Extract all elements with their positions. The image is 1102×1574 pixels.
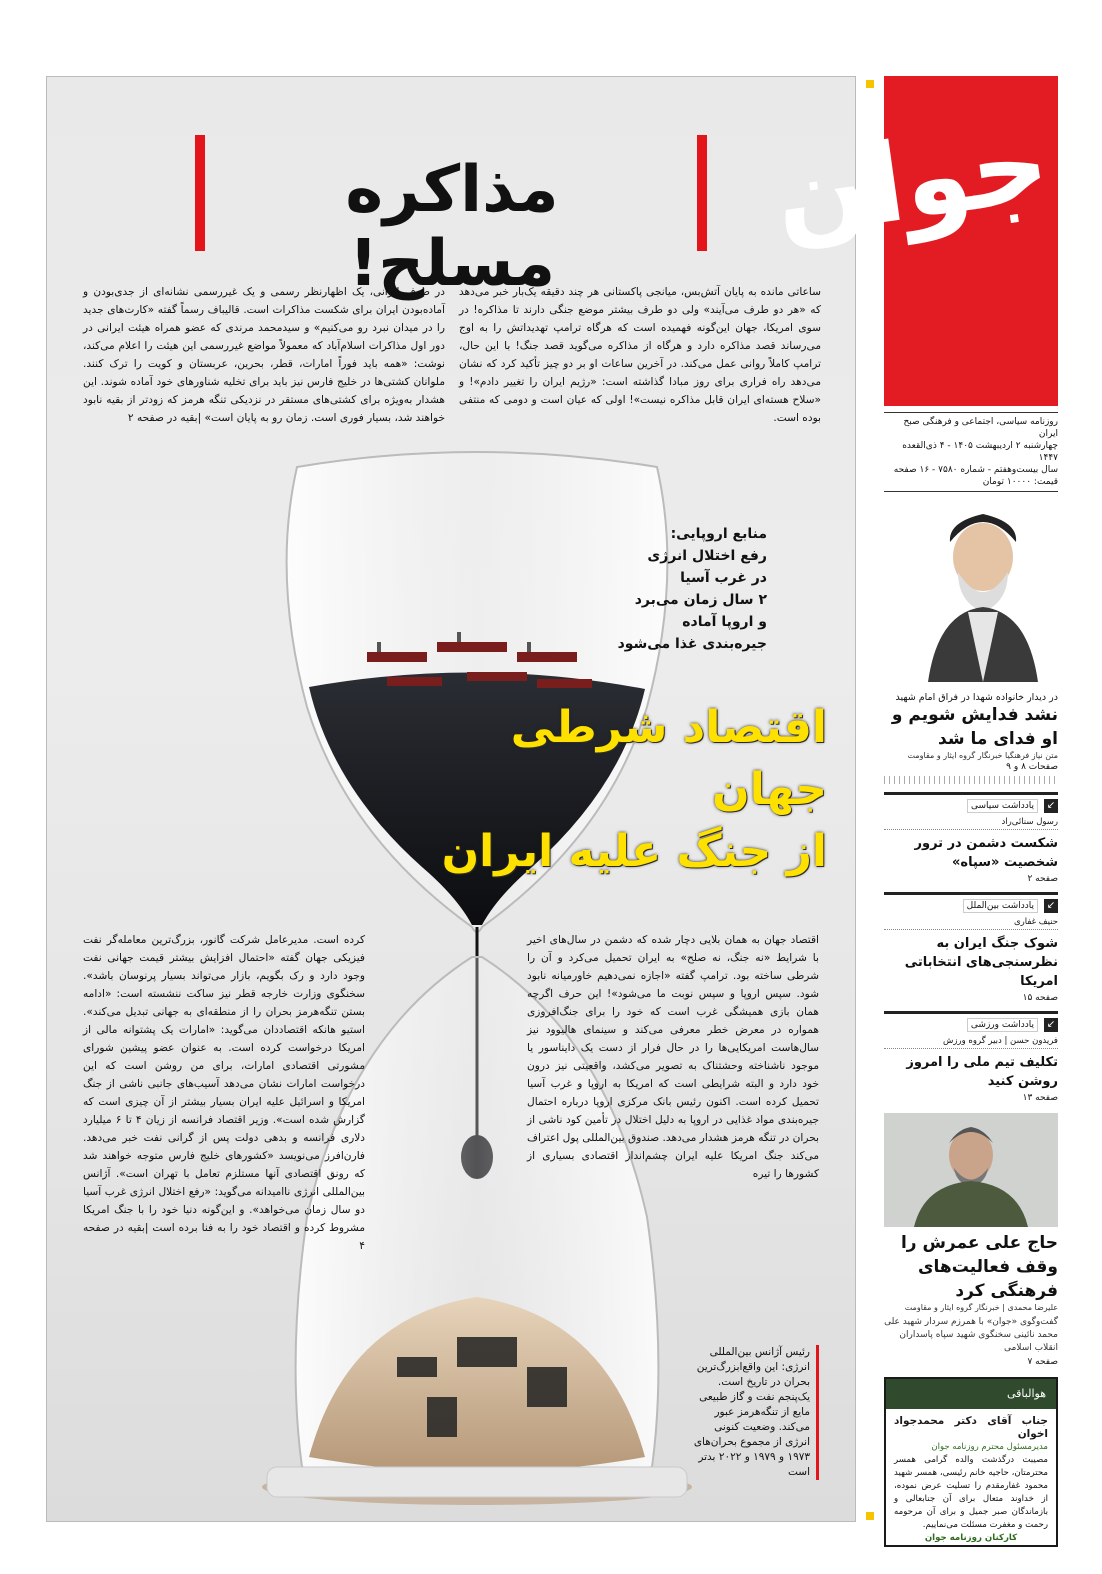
condolence-body — [886, 1409, 1056, 1551]
section-author: فریدون حسن | دبیر گروه ورزش — [884, 1036, 1058, 1049]
logo-text: جوان — [766, 100, 1057, 263]
story1-title[interactable]: نشد فدایش شویم و او فدای ما شد — [891, 705, 1058, 749]
euro-sources-box — [517, 523, 767, 655]
condolence-sign: کارکنان روزنامه جوان — [924, 1533, 1018, 1543]
main-story-title-line2: از جنگ علیه ایران — [441, 826, 827, 877]
body-column-right: اقتصاد جهان به همان بلایی دچار شده که دشمن در سال‌های اخیر با شرایط «نه جنگ، نه صلح» به ایران تحمیل می‌کرد و آن را شرطی ساخته بود. ترامپ گفته «اجازه نمی‌دهیم خاورمیانه نابود شود. سپس اروپا و سپس نوبت ما می‌شود»! این حرف اگرچه همان بازی همیشگی غرب است که خود را برای جنگ‌افروزی همواره در معرض خطر معرفی می‌کند و سینمای هالیوود نیز سال‌هاست امریکایی‌ها را در حال فرار از دست یک دایناسور یا موجود ناشناخته وحشتناک به تصویر می‌کشد، واقعیتی نیز درون خود دارد و البته شرایطی است که امریکا به اروپا و غرب آسیا تحمیل کرده است. اکنون رئیس بانک مرکزی اروپا درباره احتمال جیره‌بندی مواد غذایی در اروپا به دلیل اختلال در تأمین کود ناشی از بحران در تنگه هرمز هشدار می‌دهد. صندوق بین‌المللی پول اعتراف می‌کند جنگ امریکا علیه ایران چشم‌انداز اقتصادی بسیاری از کشورها را تیره — [527, 934, 819, 1180]
meta-line: چهارشنبه ۲ اردیبهشت ۱۴۰۵ - ۴ ذی‌القعده ۱۴۴۷ — [902, 441, 1058, 463]
intro-column-right: ساعاتی مانده به پایان آتش‌بس، میانجی پاکستانی هر چند دقیقه یک‌بار خبر می‌دهد که «هر دو طرف می‌آیند» ولی دو طرف بیشتر موضع جنگی دارند تا مذاکره! در سوی امریکا، جهان این‌گونه فهمیده است که هرگاه ترامپ تهدیداتش را به اوج می‌رساند قصد مذاکره دارد و هرگاه از مذاکره می‌گوید قصد جنگ! با این حال، ترامپ کاملاً روانی عمل می‌کند. در آخرین ساعات او بر دو چیز تأکید کرد که نشان می‌دهد راه فراری برای روز مبادا گذاشته است: «رژیم ایران را تغییر دادم»! و «سلاح هسته‌ای ایران قابل مذاکره نیست»! اولی که عیان است و دومی که منتفی بوده است. — [459, 286, 821, 424]
arrow-icon: ↙ — [1044, 899, 1058, 913]
main-story-title-line1: اقتصاد شرطی جهان — [510, 702, 827, 815]
section-label: یادداشت بین‌الملل — [963, 899, 1038, 913]
section-tag — [884, 799, 1058, 813]
section-page: صفحه ۱۵ — [1022, 993, 1058, 1003]
story1-page: صفحات ۸ و ۹ — [1006, 762, 1058, 772]
euro-line: در غرب آسیا — [680, 570, 767, 586]
condolence-role: مدیرمسئول محترم روزنامه جوان — [931, 1442, 1048, 1452]
section-author: حنیف غفاری — [884, 917, 1058, 930]
arrow-icon: ↙ — [1044, 1018, 1058, 1032]
euro-line: ۲ سال زمان می‌برد — [634, 592, 767, 608]
section-politics — [884, 792, 1058, 884]
story2-text: گفت‌وگوی «جوان» با همرزم سردار شهید علی محمد نائینی سخنگوی شهید سپاه پاسداران انقلاب اسلامی — [884, 1317, 1058, 1353]
section-tag — [884, 1018, 1058, 1032]
section-international — [884, 892, 1058, 1003]
section-title[interactable]: تکلیف تیم ملی را امروز روشن کنید — [906, 1055, 1058, 1089]
main-story-title — [407, 697, 827, 883]
euro-line: رفع اختلال انرژی — [647, 548, 767, 564]
meta-line: روزنامه سیاسی، اجتماعی و فرهنگی صبح ایران — [903, 417, 1058, 439]
section-page: صفحه ۲ — [1027, 874, 1058, 884]
section-page: صفحه ۱۳ — [1022, 1093, 1058, 1103]
condolence-notice — [884, 1377, 1058, 1547]
corner-mark — [866, 1512, 874, 1520]
meta-line: سال بیست‌وهفتم - شماره ۷۵۸۰ - ۱۶ صفحه — [893, 465, 1058, 475]
condolence-text: مصیبت درگذشت والده گرامی همسر محترمتان، حاجیه خانم رئیسی، همسر شهید محمود غفارمقدم را تسلیت عرض نموده، از خداوند متعال برای آن جنابعالی و بازماندگان صبر جمیل و برای آن مرحومه رحمت و مغفرت مسئلت می‌نماییم. — [894, 1455, 1048, 1530]
section-label: یادداشت ورزشی — [967, 1018, 1038, 1032]
corner-mark — [866, 80, 874, 88]
arrow-icon: ↙ — [1044, 799, 1058, 813]
intro-column-left: در طرف ایرانی، یک اظهارنظر رسمی و یک غیررسمی نشانه‌ای از جدی‌بودن و آماده‌بودن ایران برای شکست مذاکرات است. قالیباف رسماً گفته «کارت‌های جدید را در میدان نبرد رو می‌کنیم» و سیدمحمد مرندی که عضو همراه هیئت ایرانی در دور اول مذاکرات اسلام‌آباد که معمولاً مواضع غیررسمی این هیئت را اعلام می‌کند، نوشت: «همه باید فوراً امارات، قطر، بحرین، عربستان و کویت را ترک کنند. ملوانان کشتی‌ها در خلیج فارس نیز باید برای تخلیه شناورهای خود آماده شوند. این هشدار به‌ویژه برای کشتی‌های مستقر در نزدیکی تنگه هرمز که زودتر از بقیه نابود خواهند شد، بسیار فوری است. زمان رو به پایان است» |بقیه در صفحه ۲ — [83, 286, 445, 424]
leader-portrait — [908, 502, 1058, 682]
section-author: رسول سنائی‌راد — [884, 817, 1058, 830]
body-column-left: کرده است. مدیرعامل شرکت گانور، بزرگ‌ترین معامله‌گر نفت فیزیکی جهان گفته «احتمال افزایش بیشتر قیمت جهانی نفت وجود دارد و رک بگویم، بازار می‌تواند بسیار پرنوسان باشد». سخنگوی وزارت خارجه قطر نیز ساکت ننشسته است: «ادامه بستن تنگه‌هرمز بحران را از منطقه‌ای به جهانی تبدیل می‌کند». استیو هانکه اقتصاددان می‌گوید: «امارات یک پشتوانه مالی از امریکا درخواست کرده است. به عنوان عضو پیشین شورای مشورتی اقتصادی امارات، برای من روشن است که این درخواست امارات نشان می‌دهد آسیب‌های جانبی ناشی از جنگ امریکا و اسرائیل علیه ایران بسیار بیشتر از آن چیزی است که گزارش شده است». وزیر اقتصاد فرانسه از زیان ۴ تا ۶ میلیارد دلاری فرانسه و بدهی دولت پس از گرانی نفت خبر می‌دهد. فارن‌افرز می‌نویسد «کشورهای خلیج فارس متوجه خواهند شد که رونق اقتصادی آنها مستلزم تعامل با تهران است». آژانس بین‌المللی انرژی ناامیدانه می‌گوید: «رفع اختلال انرژی غرب آسیا دو سال زمان می‌خواهد». و این‌گونه دنیا خود را با جنگ امریکا مشروط کرده و اقتصاد خود را به فنا برده است |بقیه در صفحه ۴ — [83, 934, 365, 1252]
story2-credit: علیرضا محمدی | خبرنگار گروه ایثار و مقاومت — [904, 1303, 1058, 1312]
sidebar — [766, 76, 1058, 1547]
euro-label: منابع اروپایی: — [670, 526, 767, 542]
story2-page: صفحه ۷ — [1027, 1357, 1058, 1367]
newspaper-logo — [766, 76, 1058, 406]
headline-bar-left — [195, 135, 205, 251]
section-label: یادداشت سیاسی — [967, 799, 1038, 813]
condolence-name: جناب آقای دکتر محمدجواد اخوان — [894, 1415, 1048, 1440]
commander-portrait — [884, 1113, 1058, 1227]
condolence-header: هوالباقی — [886, 1379, 1056, 1409]
issue-meta — [884, 412, 1058, 492]
iea-caption: رئیس آژانس بین‌المللی انرژی: این واقع‌ابزرگ‌ترین بحران در تاریخ است. یک‌پنجم نفت و گاز طبیعی مایع از تنگه‌هرمز عبور می‌کند. وضعیت کنونی انرژی از مجموع بحران‌های ۱۹۷۳ و ۱۹۷۹ و ۲۰۲۲ بدتر است — [687, 1345, 819, 1480]
section-tag — [884, 899, 1058, 913]
euro-line: جیره‌بندی غذا می‌شود — [617, 636, 767, 652]
main-headline: مذاکره مسلح! — [345, 153, 559, 301]
divider — [884, 776, 1058, 784]
story1-kicker: در دیدار خانواده شهدا در فراق امام شهید — [895, 692, 1058, 703]
meta-line: قیمت: ۱۰۰۰۰ تومان — [982, 477, 1058, 487]
story2-title[interactable]: حاج علی عمرش را وقف فعالیت‌های فرهنگی کرد — [900, 1233, 1058, 1301]
headline-bar-right — [697, 135, 707, 251]
euro-line: و اروپا آماده — [682, 614, 767, 630]
section-title[interactable]: شوک جنگ ایران به نظرسنجی‌های انتخاباتی امریکا — [904, 936, 1058, 989]
section-sports — [884, 1011, 1058, 1103]
section-title[interactable]: شکست دشمن در ترور شخصیت «سپاه» — [914, 836, 1058, 870]
story1-credit: متن نیاز فرهنگیا خبرنگار گروه ایثار و مقاومت — [907, 751, 1058, 760]
front-page-main — [46, 76, 856, 1522]
